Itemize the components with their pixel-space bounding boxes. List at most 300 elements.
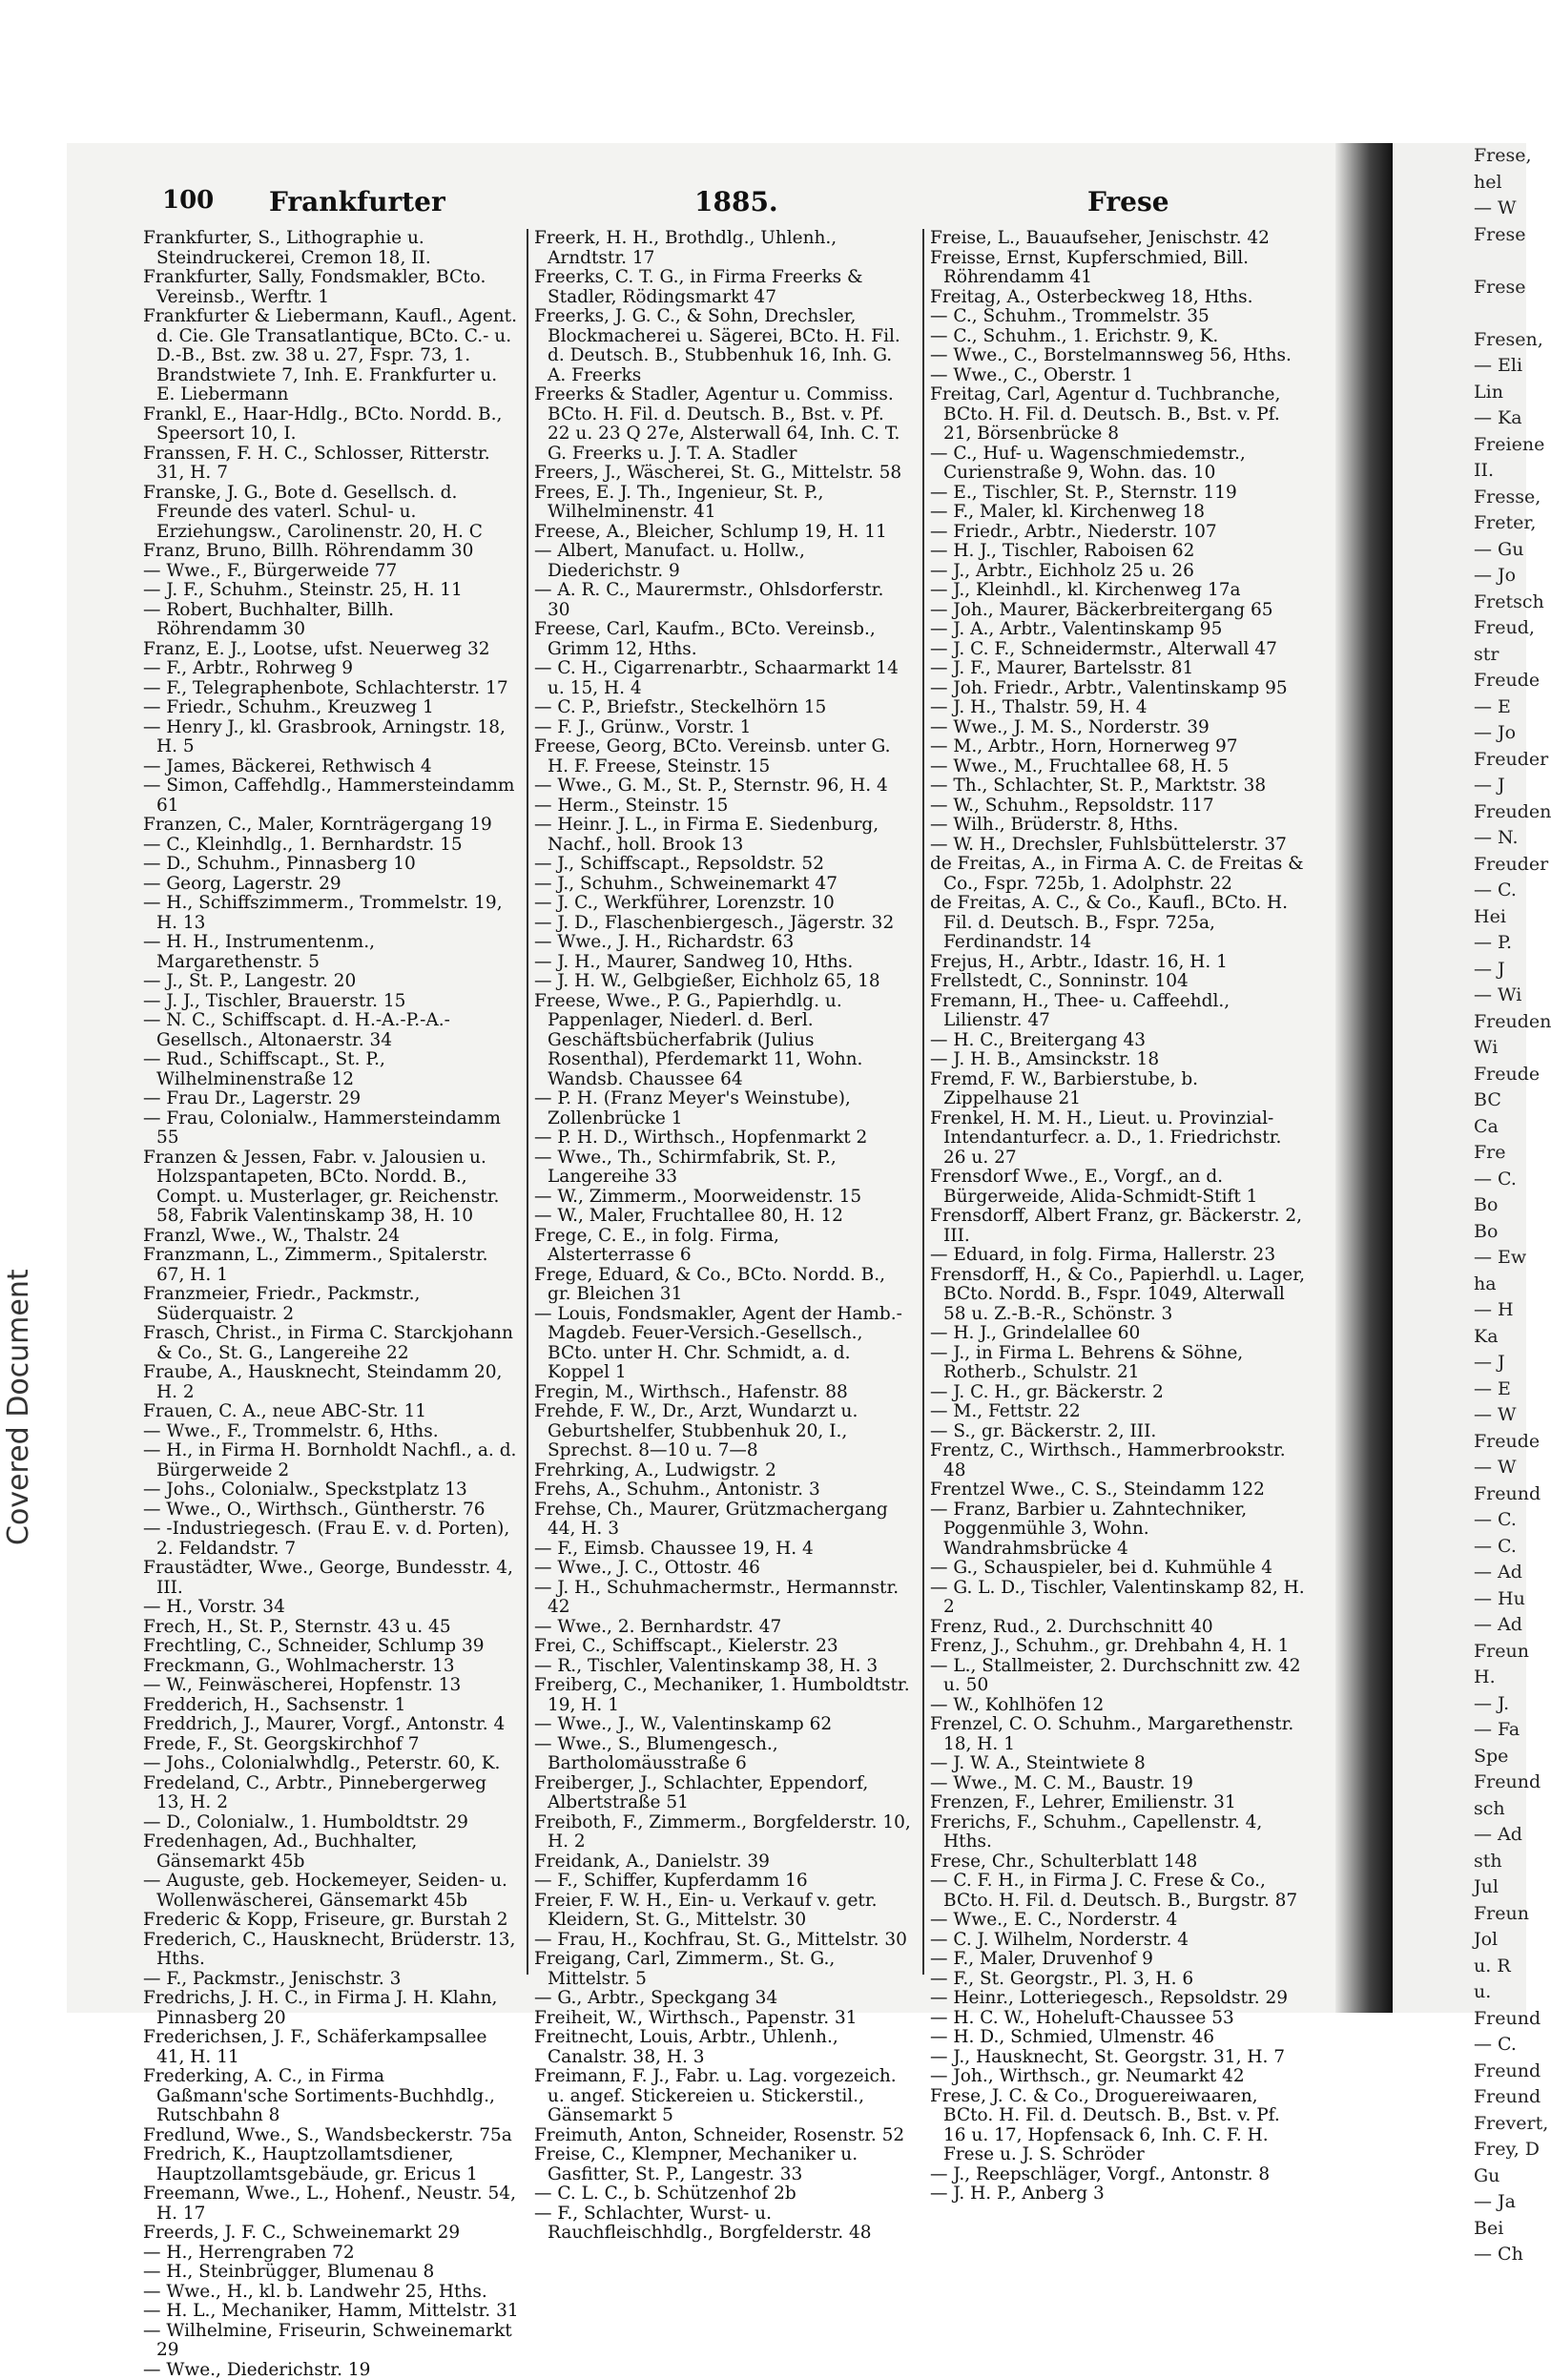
- directory-entry: — H. D., Schmied, Ulmenstr. 46: [930, 2028, 1307, 2048]
- directory-entry: Freddrich, J., Maurer, Vorgf., Antonstr. 4: [143, 1715, 520, 1735]
- directory-entry: Freiheit, W., Wirthsch., Papenstr. 31: [534, 2009, 911, 2029]
- book-spine-shadow: [1335, 143, 1393, 2013]
- directory-entry: Freerks, J. G. C., & Sohn, Drechsler, Blockmacherei u. Sägerei, BCto. H. Fil. d. Deutsch. B., Stubbenhuk 16, Inh. G. A. Freerks: [534, 307, 911, 385]
- facing-page-fragment: — Fa: [1393, 1717, 1526, 1744]
- directory-entry: — J., in Firma L. Behrens & Söhne, Rotherb., Schulstr. 21: [930, 1344, 1307, 1383]
- directory-entry: — C. L. C., b. Schützenhof 2b: [534, 2184, 911, 2204]
- directory-entry: — H., Herrengraben 72: [143, 2244, 520, 2264]
- directory-entry: Frenzen, F., Lehrer, Emilienstr. 31: [930, 1793, 1307, 1813]
- directory-entry: — J., Hausknecht, St. Georgstr. 31, H. 7: [930, 2048, 1307, 2068]
- facing-page-fragment: — Ch: [1393, 2242, 1526, 2268]
- directory-entry: Frede, F., St. Georgskirchhof 7: [143, 1735, 520, 1755]
- directory-entry: — F., Arbtr., Rohrweg 9: [143, 659, 520, 679]
- column-divider: [527, 229, 528, 1975]
- directory-entry: — Wwe., Th., Schirmfabrik, St. P., Langereihe 33: [534, 1149, 911, 1188]
- directory-entry: — Wilh., Brüderstr. 8, Hths.: [930, 816, 1307, 836]
- directory-entry: — J. C. H., gr. Bäckerstr. 2: [930, 1383, 1307, 1403]
- directory-entry: Frankl, E., Haar-Hdlg., BCto. Nordd. B., Speersort 10, I.: [143, 405, 520, 445]
- facing-page-fragment: Freund: [1393, 2059, 1526, 2085]
- directory-entry: — J., Reepschläger, Vorgf., Antonstr. 8: [930, 2165, 1307, 2185]
- directory-entry: Frees, E. J. Th., Ingenieur, St. P., Wilhelminenstr. 41: [534, 484, 911, 523]
- directory-entry: — J. H., Thalstr. 59, H. 4: [930, 698, 1307, 718]
- facing-page-fragment: Ca: [1393, 1114, 1526, 1141]
- directory-entry: Frenz, J., Schuhm., gr. Drehbahn 4, H. 1: [930, 1637, 1307, 1657]
- directory-entry: Freitag, Carl, Agentur d. Tuchbranche, BCto. H. Fil. d. Deutsch. B., Bst. v. Pf. 21, Börsenbrücke 8: [930, 385, 1307, 445]
- directory-entry: — Wwe., C., Borstelmannsweg 56, Hths.: [930, 346, 1307, 366]
- directory-entry: Freese, Wwe., P. G., Papierhdlg. u. Pappenlager, Niederl. d. Berl. Geschäftsbücherfabrik (Julius Rosenthal), Pferdemarkt 11, Wohn. Wandsb. Chaussee 64: [534, 992, 911, 1090]
- facing-page-fragment: Freuder: [1393, 747, 1526, 774]
- facing-page-fragment: Bei: [1393, 2216, 1526, 2243]
- directory-entry: — Th., Schlachter, St. P., Marktstr. 38: [930, 776, 1307, 797]
- directory-entry: — J. F., Maurer, Bartelsstr. 81: [930, 659, 1307, 679]
- facing-page-fragment: — Gu: [1393, 537, 1526, 564]
- directory-entry: — Wwe., F., Bürgerweide 77: [143, 562, 520, 582]
- directory-entry: — Friedr., Schuhm., Kreuzweg 1: [143, 698, 520, 718]
- directory-entry: — H. J., Tischler, Raboisen 62: [930, 542, 1307, 562]
- directory-entry: Freier, F. W. H., Ein- u. Verkauf v. getr. Kleidern, St. G., Mittelstr. 30: [534, 1892, 911, 1931]
- directory-entry: Freerds, J. F. C., Schweinemarkt 29: [143, 2224, 520, 2244]
- facing-page-fragment: Fresen,: [1393, 327, 1526, 354]
- facing-page-fragment: Freund: [1393, 2006, 1526, 2033]
- facing-page-fragment: Freuder: [1393, 852, 1526, 879]
- facing-page-fragment: Freude: [1393, 1429, 1526, 1456]
- directory-entry: Freisse, Ernst, Kupferschmied, Bill. Röhrendamm 41: [930, 249, 1307, 288]
- directory-entry: — R., Tischler, Valentinskamp 38, H. 3: [534, 1657, 911, 1677]
- facing-page-fragment: [1393, 300, 1526, 327]
- facing-page-fragment: — N.: [1393, 825, 1526, 852]
- directory-entry: — J. H., Maurer, Sandweg 10, Hths.: [534, 953, 911, 973]
- facing-page-fragment: — C.: [1393, 1534, 1526, 1561]
- directory-entry: — Wwe., M. C. M., Baustr. 19: [930, 1774, 1307, 1794]
- directory-entry: — J. H. B., Amsinckstr. 18: [930, 1050, 1307, 1070]
- directory-entry: Frerichs, F., Schuhm., Capellenstr. 4, Hths.: [930, 1813, 1307, 1852]
- directory-entry: Freise, L., Bauaufseher, Jenischstr. 42: [930, 229, 1307, 249]
- directory-entry: Franzmeier, Friedr., Packmstr., Süderquaistr. 2: [143, 1285, 520, 1324]
- directory-entry: Fredrichs, J. H. C., in Firma J. H. Klahn, Pinnasberg 20: [143, 1989, 520, 2028]
- facing-page-fragment: — C.: [1393, 1507, 1526, 1534]
- facing-page-fragment: — Wi: [1393, 983, 1526, 1009]
- facing-page-fragment: Freun: [1393, 1639, 1526, 1666]
- directory-entry: Frehde, F. W., Dr., Arzt, Wundarzt u. Geburtshelfer, Stubbenhuk 20, I., Sprechst. 8—10 u. 7—8: [534, 1402, 911, 1461]
- directory-entry: Frasch, Christ., in Firma C. Starckjohann & Co., St. G., Langereihe 22: [143, 1324, 520, 1363]
- facing-page-fragment: Jul: [1393, 1874, 1526, 1901]
- directory-entry: Freitnecht, Louis, Arbtr., Uhlenh., Canalstr. 38, H. 3: [534, 2028, 911, 2067]
- directory-entry: — W., Kohlhöfen 12: [930, 1696, 1307, 1716]
- facing-page-fragment: — C.: [1393, 1167, 1526, 1193]
- facing-page-fragment: — Ad: [1393, 1560, 1526, 1586]
- directory-entry: — Joh., Maurer, Bäckerbreitergang 65: [930, 601, 1307, 621]
- directory-entry: — F., St. Georgstr., Pl. 3, H. 6: [930, 1970, 1307, 1990]
- directory-entry: Frei, C., Schiffscapt., Kielerstr. 23: [534, 1637, 911, 1657]
- facing-page-fragment: Ka: [1393, 1324, 1526, 1351]
- directory-entry: — C. J. Wilhelm, Norderstr. 4: [930, 1931, 1307, 1951]
- facing-page-fragment: — J: [1393, 773, 1526, 799]
- directory-entry: Fremd, F. W., Barbierstube, b. Zippelhause 21: [930, 1070, 1307, 1109]
- directory-entry: — W., Schuhm., Repsoldstr. 117: [930, 797, 1307, 817]
- column-divider: [922, 229, 924, 1975]
- facing-page-fragment: — Ja: [1393, 2189, 1526, 2216]
- facing-page-fragment: u. R: [1393, 1954, 1526, 1980]
- directory-entry: Freemann, Wwe., L., Hohenf., Neustr. 54, H. 17: [143, 2184, 520, 2224]
- directory-entry: — Wwe., Diederichstr. 19: [143, 2361, 520, 2380]
- directory-entry: Frege, Eduard, & Co., BCto. Nordd. B., gr. Bleichen 31: [534, 1266, 911, 1305]
- facing-page-fragment: — W: [1393, 196, 1526, 222]
- facing-page-fragment: Lin: [1393, 380, 1526, 406]
- directory-entry: Freese, Carl, Kaufm., BCto. Vereinsb., Grimm 12, Hths.: [534, 620, 911, 659]
- directory-entry: Freerk, H. H., Brothdlg., Uhlenh., Arndtstr. 17: [534, 229, 911, 268]
- facing-page-fragment: — P.: [1393, 930, 1526, 957]
- directory-entry: Fredrich, K., Hauptzollamtsdiener, Hauptzollamtsgebäude, gr. Ericus 1: [143, 2145, 520, 2184]
- directory-entry: Frege, C. E., in folg. Firma, Alsterterrasse 6: [534, 1227, 911, 1266]
- directory-entry: Frentzel Wwe., C. S., Steindamm 122: [930, 1480, 1307, 1500]
- directory-entry: — J. H. P., Anberg 3: [930, 2184, 1307, 2204]
- directory-entry: — H. J., Grindelallee 60: [930, 1324, 1307, 1344]
- directory-entry: — J. F., Schuhm., Steinstr. 25, H. 11: [143, 581, 520, 601]
- facing-page-fragment: — Ka: [1393, 405, 1526, 432]
- facing-page-fragment: u.: [1393, 1979, 1526, 2006]
- directory-entry: Fremann, H., Thee- u. Caffeehdl., Lilienstr. 47: [930, 992, 1307, 1031]
- directory-entry: — H., Vorstr. 34: [143, 1598, 520, 1618]
- directory-entry: Frensdorff, Albert Franz, gr. Bäckerstr. 2, III.: [930, 1207, 1307, 1246]
- directory-entry: Franz, E. J., Lootse, ufst. Neuerweg 32: [143, 640, 520, 660]
- directory-entry: — P. H. D., Wirthsch., Hopfenmarkt 2: [534, 1128, 911, 1149]
- directory-entry: — J. D., Flaschenbiergesch., Jägerstr. 32: [534, 914, 911, 934]
- facing-page-fragment: — C.: [1393, 878, 1526, 904]
- facing-page-fragment: — Eli: [1393, 353, 1526, 380]
- directory-entry: — Simon, Caffehdlg., Hammersteindamm 61: [143, 776, 520, 816]
- directory-entry: — Johs., Colonialwhdlg., Peterstr. 60, K.: [143, 1754, 520, 1774]
- directory-entry: — J. J., Tischler, Brauerstr. 15: [143, 992, 520, 1012]
- facing-page-fragment: Freude: [1393, 1062, 1526, 1088]
- facing-page-fragment: Frey, D: [1393, 2137, 1526, 2163]
- directory-entry: — Johs., Colonialw., Speckstplatz 13: [143, 1480, 520, 1500]
- directory-entry: — W., Feinwäscherei, Hopfenstr. 13: [143, 1676, 520, 1696]
- directory-entry: — G. L. D., Tischler, Valentinskamp 82, H. 2: [930, 1579, 1307, 1618]
- directory-entry: — Franz, Barbier u. Zahntechniker, Poggenmühle 3, Wohn. Wandrahmsbrücke 4: [930, 1500, 1307, 1560]
- directory-entry: Franssen, F. H. C., Schlosser, Ritterstr. 31, H. 7: [143, 445, 520, 484]
- facing-page-fragment: — J.: [1393, 1691, 1526, 1718]
- directory-entry: Freiberg, C., Mechaniker, 1. Humboldtstr. 19, H. 1: [534, 1676, 911, 1715]
- header-left-word: Frankfurter: [269, 186, 445, 217]
- directory-entry: Freitag, A., Osterbeckweg 18, Hths.: [930, 288, 1307, 308]
- facing-page-fragment: — Jo: [1393, 720, 1526, 747]
- directory-entry: Freiberger, J., Schlachter, Eppendorf, Albertstraße 51: [534, 1774, 911, 1813]
- directory-entry: — J. W. A., Steintwiete 8: [930, 1754, 1307, 1774]
- facing-page-fragment: Freter,: [1393, 510, 1526, 537]
- directory-entry: Fredeland, C., Arbtr., Pinnebergerweg 13, H. 2: [143, 1774, 520, 1813]
- facing-page-fragment: Bo: [1393, 1219, 1526, 1246]
- directory-entry: — J., Kleinhdl., kl. Kirchenweg 17a: [930, 581, 1307, 601]
- facing-page-fragment: H.: [1393, 1665, 1526, 1691]
- directory-entry: — S., gr. Bäckerstr. 2, III.: [930, 1422, 1307, 1442]
- directory-entry: — Wwe., 2. Bernhardstr. 47: [534, 1618, 911, 1638]
- directory-column-3: [930, 229, 1307, 1984]
- directory-entry: Fraube, A., Hausknecht, Steindamm 20, H. 2: [143, 1363, 520, 1402]
- directory-entry: — Frau, Colonialw., Hammersteindamm 55: [143, 1109, 520, 1149]
- directory-entry: — J., Schuhm., Schweinemarkt 47: [534, 875, 911, 895]
- directory-entry: — F., Packmstr., Jenischstr. 3: [143, 1970, 520, 1990]
- directory-entry: Freckmann, G., Wohlmacherstr. 13: [143, 1657, 520, 1677]
- directory-entry: — E., Tischler, St. P., Sternstr. 119: [930, 484, 1307, 504]
- directory-entry: — D., Colonialw., 1. Humboldtstr. 29: [143, 1813, 520, 1833]
- facing-page-fragment: hel: [1393, 170, 1526, 197]
- facing-page-fragment: — Ew: [1393, 1245, 1526, 1272]
- facing-page-fragment: — W: [1393, 1455, 1526, 1481]
- facing-page-fragment: — H: [1393, 1297, 1526, 1324]
- directory-entry: Franzmann, L., Zimmerm., Spitalerstr. 67, H. 1: [143, 1246, 520, 1285]
- directory-entry: Franz, Bruno, Billh. Röhrendamm 30: [143, 542, 520, 562]
- facing-page-fragment: — C.: [1393, 2032, 1526, 2059]
- facing-page-fragment: Frese: [1393, 275, 1526, 301]
- facing-page-fragment: Freun: [1393, 1901, 1526, 1928]
- header-right-word: Frese: [1087, 186, 1169, 217]
- side-watermark-text: Covered Document: [2, 1269, 35, 1545]
- facing-page-fragment: — J: [1393, 1350, 1526, 1376]
- directory-entry: — Robert, Buchhalter, Billh. Röhrendamm 30: [143, 601, 520, 640]
- directory-entry: Frensdorf Wwe., E., Vorgf., an d. Bürgerweide, Alida-Schmidt-Stift 1: [930, 1168, 1307, 1207]
- directory-entry: — C. H., Cigarrenarbtr., Schaarmarkt 14 u. 15, H. 4: [534, 659, 911, 698]
- facing-page-fragment: Freund: [1393, 1769, 1526, 1796]
- facing-page-fragment: Fretsch: [1393, 590, 1526, 616]
- directory-entry: Franske, J. G., Bote d. Gesellsch. d. Freunde des vaterl. Schul- u. Erziehungsw., Carolinenstr. 20, H. C: [143, 484, 520, 543]
- facing-page-fragment: — E: [1393, 1376, 1526, 1403]
- facing-page-fragment: — E: [1393, 694, 1526, 721]
- directory-entry: Franzen & Jessen, Fabr. v. Jalousien u. Holzspantapeten, BCto. Nordd. B., Compt. u. Musterlager, gr. Reichenstr. 58, Fabrik Valentinskamp 38, H. 10: [143, 1149, 520, 1227]
- directory-entry: Frenkel, H. M. H., Lieut. u. Provinzial-Intendanturfecr. a. D., 1. Friedrichstr. 26 u. 27: [930, 1109, 1307, 1169]
- directory-entry: — Rud., Schiffscapt., St. P., Wilhelminenstraße 12: [143, 1050, 520, 1089]
- directory-entry: Freese, Georg, BCto. Vereinsb. unter G. H. F. Freese, Steinstr. 15: [534, 737, 911, 776]
- directory-entry: Frankfurter, Sally, Fondsmakler, BCto. Vereinsb., Werftr. 1: [143, 268, 520, 307]
- facing-page-fragment: Freuden: [1393, 799, 1526, 826]
- facing-page-fragment: BC: [1393, 1087, 1526, 1114]
- directory-entry: Frenzel, C. O. Schuhm., Margarethenstr. 18, H. 1: [930, 1715, 1307, 1754]
- directory-entry: Freise, C., Klempner, Mechaniker u. Gasfitter, St. P., Langestr. 33: [534, 2145, 911, 2184]
- directory-column-1: [143, 229, 520, 1984]
- directory-entry: — James, Bäckerei, Rethwisch 4: [143, 757, 520, 777]
- facing-page-fragment: str: [1393, 642, 1526, 669]
- directory-entry: — J. A., Arbtr., Valentinskamp 95: [930, 620, 1307, 640]
- directory-entry: — N. C., Schiffscapt. d. H.-A.-P.-A.-Gesellsch., Altonaerstr. 34: [143, 1011, 520, 1050]
- directory-entry: Franzen, C., Maler, Kornträgergang 19: [143, 816, 520, 836]
- directory-entry: — C., Huf- u. Wagenschmiedemstr., Curienstraße 9, Wohn. das. 10: [930, 445, 1307, 484]
- directory-entry: — Wwe., J., W., Valentinskamp 62: [534, 1715, 911, 1735]
- directory-entry: de Freitas, A. C., & Co., Kaufl., BCto. H. Fil. d. Deutsch. B., Fspr. 725a, Ferdinandstr. 14: [930, 894, 1307, 953]
- facing-page-fragment: Gu: [1393, 2163, 1526, 2190]
- directory-entry: — W. H., Drechsler, Fuhlsbüttelerstr. 37: [930, 836, 1307, 856]
- directory-entry: Frankfurter, S., Lithographie u. Steindruckerei, Cremon 18, II.: [143, 229, 520, 268]
- directory-entry: — Auguste, geb. Hockemeyer, Seiden- u. Wollenwäscherei, Gänsemarkt 45b: [143, 1872, 520, 1911]
- directory-entry: — Herm., Steinstr. 15: [534, 797, 911, 817]
- directory-entry: — Wwe., O., Wirthsch., Güntherstr. 76: [143, 1500, 520, 1521]
- facing-page-fragment: Fresse,: [1393, 485, 1526, 511]
- facing-page-fragment: Freiene: [1393, 432, 1526, 459]
- directory-entry: — Wilhelmine, Friseurin, Schweinemarkt 29: [143, 2322, 520, 2361]
- directory-entry: — Wwe., J. H., Richardstr. 63: [534, 933, 911, 953]
- directory-entry: — M., Fettstr. 22: [930, 1402, 1307, 1422]
- directory-entry: Frederichsen, J. F., Schäferkampsallee 41, H. 11: [143, 2028, 520, 2067]
- directory-entry: Fredlund, Wwe., S., Wandsbeckerstr. 75a: [143, 2126, 520, 2146]
- directory-entry: — J. H. W., Gelbgießer, Eichholz 65, 18: [534, 972, 911, 992]
- directory-entry: Freerks, C. T. G., in Firma Freerks & Stadler, Rödingsmarkt 47: [534, 268, 911, 307]
- facing-page-fragment: Frevert,: [1393, 2111, 1526, 2138]
- directory-entry: — F., Maler, Druvenhof 9: [930, 1950, 1307, 1970]
- directory-entry: Freese, A., Bleicher, Schlump 19, H. 11: [534, 523, 911, 543]
- directory-entry: Frese, J. C. & Co., Droguereiwaaren, BCto. H. Fil. d. Deutsch. B., Bst. v. Pf. 16 u. 17, Hopfensack 6, Inh. C. F. H. Frese u. J. S. Schröder: [930, 2087, 1307, 2165]
- facing-page-fragment: Freund: [1393, 1481, 1526, 1508]
- directory-entry: — Wwe., J. M. S., Norderstr. 39: [930, 718, 1307, 738]
- directory-entry: Frehs, A., Schuhm., Antonistr. 3: [534, 1480, 911, 1500]
- facing-page-fragment: Freud,: [1393, 615, 1526, 642]
- directory-entry: — W., Maler, Fruchtallee 80, H. 12: [534, 1207, 911, 1227]
- directory-entry: — Wwe., J. C., Ottostr. 46: [534, 1559, 911, 1579]
- facing-page-fragment: — Ad: [1393, 1612, 1526, 1639]
- page-number: 100: [162, 186, 214, 215]
- side-watermark: [0, 1030, 32, 1564]
- directory-entry: Fredenhagen, Ad., Buchhalter, Gänsemarkt 45b: [143, 1832, 520, 1872]
- directory-entry: — Wwe., M., Fruchtallee 68, H. 5: [930, 757, 1307, 777]
- facing-page-fragment: sth: [1393, 1849, 1526, 1875]
- directory-entry: — M., Arbtr., Horn, Hornerweg 97: [930, 737, 1307, 757]
- directory-entry: — Wwe., F., Trommelstr. 6, Hths.: [143, 1422, 520, 1442]
- directory-column-2: [534, 229, 911, 1984]
- facing-page-fragment: Frese,: [1393, 143, 1526, 170]
- directory-entry: — Wwe., H., kl. b. Landwehr 25, Hths.: [143, 2283, 520, 2303]
- directory-entry: — A. R. C., Maurermstr., Ohlsdorferstr. 30: [534, 581, 911, 620]
- directory-entry: — F., Eimsb. Chaussee 19, H. 4: [534, 1540, 911, 1560]
- directory-entry: — F. J., Grünw., Vorstr. 1: [534, 718, 911, 738]
- directory-entry: Frellstedt, C., Sonninstr. 104: [930, 972, 1307, 992]
- directory-entry: Fredderich, H., Sachsenstr. 1: [143, 1696, 520, 1716]
- directory-entry: — Louis, Fondsmakler, Agent der Hamb.-Magdeb. Feuer-Versich.-Gesellsch., BCto. unter H. Chr. Schmidt, a. d. Koppel 1: [534, 1305, 911, 1383]
- directory-entry: — Heinr., Lotteriegesch., Repsoldstr. 29: [930, 1989, 1307, 2009]
- directory-entry: Freidank, A., Danielstr. 39: [534, 1852, 911, 1873]
- directory-entry: — Joh., Wirthsch., gr. Neumarkt 42: [930, 2067, 1307, 2087]
- facing-page-fragment: ha: [1393, 1272, 1526, 1298]
- directory-entry: — H. L., Mechaniker, Hamm, Mittelstr. 31: [143, 2302, 520, 2322]
- directory-entry: — C., Kleinhdlg., 1. Bernhardstr. 15: [143, 836, 520, 856]
- directory-entry: Freers, J., Wäscherei, St. G., Mittelstr. 58: [534, 464, 911, 484]
- directory-entry: — W., Zimmerm., Moorweidenstr. 15: [534, 1188, 911, 1208]
- facing-page-fragment: Freude: [1393, 668, 1526, 694]
- directory-entry: Frederic & Kopp, Friseure, gr. Burstah 2: [143, 1911, 520, 1931]
- facing-page-fragment: Wi: [1393, 1035, 1526, 1062]
- directory-entry: Frentz, C., Wirthsch., Hammerbrookstr. 48: [930, 1441, 1307, 1480]
- directory-entry: Freiboth, F., Zimmerm., Borgfelderstr. 10, H. 2: [534, 1813, 911, 1852]
- directory-entry: — C., Schuhm., Trommelstr. 35: [930, 307, 1307, 327]
- directory-entry: — Joh. Friedr., Arbtr., Valentinskamp 95: [930, 679, 1307, 699]
- directory-entry: Frederking, A. C., in Firma Gaßmann'sche Sortiments-Buchhdlg., Rutschbahn 8: [143, 2067, 520, 2126]
- facing-page-fragment: — Ad: [1393, 1822, 1526, 1849]
- directory-entry: — H. H., Instrumentenm., Margarethenstr. 5: [143, 933, 520, 972]
- directory-entry: — J., St. P., Langestr. 20: [143, 972, 520, 992]
- directory-entry: Frenz, Rud., 2. Durchschnitt 40: [930, 1618, 1307, 1638]
- directory-entry: Frederich, C., Hausknecht, Brüderstr. 13, Hths.: [143, 1931, 520, 1970]
- directory-entry: — G., Arbtr., Speckgang 34: [534, 1989, 911, 2009]
- facing-page-fragment: — J: [1393, 957, 1526, 983]
- directory-entry: — Frau, H., Kochfrau, St. G., Mittelstr. 30: [534, 1931, 911, 1951]
- directory-entry: — Heinr. J. L., in Firma E. Siedenburg, Nachf., holl. Brook 13: [534, 816, 911, 855]
- directory-entry: — C. F. H., in Firma J. C. Frese & Co., BCto. H. Fil. d. Deutsch. B., Burgstr. 87: [930, 1872, 1307, 1911]
- directory-entry: — H., Steinbrügger, Blumenau 8: [143, 2263, 520, 2283]
- facing-page-fragment: Bo: [1393, 1192, 1526, 1219]
- directory-entry: — H., in Firma H. Bornholdt Nachfl., a. d. Bürgerweide 2: [143, 1441, 520, 1480]
- directory-entry: Freigang, Carl, Zimmerm., St. G., Mittelstr. 5: [534, 1950, 911, 1989]
- directory-entry: Frejus, H., Arbtr., Idastr. 16, H. 1: [930, 953, 1307, 973]
- directory-entry: — F., Maler, kl. Kirchenweg 18: [930, 503, 1307, 523]
- facing-page-fragment: Freuden: [1393, 1009, 1526, 1036]
- facing-page-fragment: — Hu: [1393, 1586, 1526, 1613]
- directory-entry: — J., Arbtr., Eichholz 25 u. 26: [930, 562, 1307, 582]
- directory-entry: Frehse, Ch., Maurer, Grützmachergang 44, H. 3: [534, 1500, 911, 1540]
- directory-entry: de Freitas, A., in Firma A. C. de Freitas & Co., Fspr. 725b, 1. Adolphstr. 22: [930, 855, 1307, 894]
- directory-entry: — J. C., Werkführer, Lorenzstr. 10: [534, 894, 911, 914]
- directory-entry: — -Industriegesch. (Frau E. v. d. Porten), 2. Feldandstr. 7: [143, 1520, 520, 1559]
- directory-entry: Frensdorff, H., & Co., Papierhdl. u. Lager, BCto. Nordd. B., Fspr. 1049, Alterwall 58 u. Z.-B.-R., Schönstr. 3: [930, 1266, 1307, 1325]
- facing-page-strip: [1393, 143, 1526, 2013]
- directory-entry: Frehrking, A., Ludwigstr. 2: [534, 1461, 911, 1481]
- directory-entry: — C. P., Briefstr., Steckelhörn 15: [534, 698, 911, 718]
- directory-entry: — Frau Dr., Lagerstr. 29: [143, 1089, 520, 1109]
- directory-entry: — G., Schauspieler, bei d. Kuhmühle 4: [930, 1559, 1307, 1579]
- directory-entry: Fregin, M., Wirthsch., Hafenstr. 88: [534, 1383, 911, 1403]
- directory-entry: — Eduard, in folg. Firma, Hallerstr. 23: [930, 1246, 1307, 1266]
- directory-entry: Frankfurter & Liebermann, Kaufl., Agent. d. Cie. Gle Transatlantique, BCto. C.- u. D.-B., Bst. zw. 38 u. 27, Fspr. 73, 1. Brandstwiete 7, Inh. E. Frankfurter u. E. Liebermann: [143, 307, 520, 405]
- directory-entry: — C., Schuhm., 1. Erichstr. 9, K.: [930, 327, 1307, 347]
- directory-entry: — Wwe., S., Blumengesch., Bartholomäusstraße 6: [534, 1735, 911, 1774]
- directory-entry: Frese, Chr., Schulterblatt 148: [930, 1852, 1307, 1873]
- directory-entry: — H. C., Breitergang 43: [930, 1031, 1307, 1051]
- header-year: 1885.: [694, 186, 778, 217]
- facing-page-fragment: sch: [1393, 1796, 1526, 1823]
- directory-entry: — H., Schiffszimmerm., Trommelstr. 19, H. 13: [143, 894, 520, 933]
- facing-page-fragment: — Jo: [1393, 563, 1526, 590]
- directory-entry: — J. C. F., Schneidermstr., Alterwall 47: [930, 640, 1307, 660]
- directory-entry: — F., Schlachter, Wurst- u. Rauchfleischhdlg., Borgfelderstr. 48: [534, 2204, 911, 2244]
- directory-entry: — L., Stallmeister, 2. Durchschnitt zw. 42 u. 50: [930, 1657, 1307, 1696]
- directory-entry: — Wwe., G. M., St. P., Sternstr. 96, H. 4: [534, 776, 911, 797]
- directory-entry: Freimuth, Anton, Schneider, Rosenstr. 52: [534, 2126, 911, 2146]
- directory-entry: — Albert, Manufact. u. Hollw., Diederichstr. 9: [534, 542, 911, 581]
- directory-entry: — F., Schiffer, Kupferdamm 16: [534, 1872, 911, 1892]
- directory-entry: — D., Schuhm., Pinnasberg 10: [143, 855, 520, 875]
- facing-page-fragment: Spe: [1393, 1744, 1526, 1770]
- facing-page-fragment: II.: [1393, 458, 1526, 485]
- directory-entry: — Wwe., C., Oberstr. 1: [930, 366, 1307, 386]
- directory-entry: — Wwe., E. C., Norderstr. 4: [930, 1911, 1307, 1931]
- directory-entry: Freimann, F. J., Fabr. u. Lag. vorgezeich. u. angef. Stickereien u. Stickerstil., Gänsemarkt 5: [534, 2067, 911, 2126]
- directory-entry: Frechtling, C., Schneider, Schlump 39: [143, 1637, 520, 1657]
- directory-entry: — Henry J., kl. Grasbrook, Arningstr. 18, H. 5: [143, 718, 520, 757]
- directory-entry: — P. H. (Franz Meyer's Weinstube), Zollenbrücke 1: [534, 1089, 911, 1128]
- facing-page-fragment: Hei: [1393, 904, 1526, 931]
- directory-entry: Frauen, C. A., neue ABC-Str. 11: [143, 1402, 520, 1422]
- facing-page-fragment: [1393, 248, 1526, 275]
- facing-page-fragment: Jol: [1393, 1927, 1526, 1954]
- directory-entry: — F., Telegraphenbote, Schlachterstr. 17: [143, 679, 520, 699]
- directory-entry: — J., Schiffscapt., Repsoldstr. 52: [534, 855, 911, 875]
- facing-page-fragment: Fre: [1393, 1140, 1526, 1167]
- directory-entry: — Friedr., Arbtr., Niederstr. 107: [930, 523, 1307, 543]
- directory-entry: Frech, H., St. P., Sternstr. 43 u. 45: [143, 1618, 520, 1638]
- directory-entry: Freerks & Stadler, Agentur u. Commiss. BCto. H. Fil. d. Deutsch. B., Bst. v. Pf. 22 u. 23 Q 27e, Alsterwall 64, Inh. C. T. G. Freerks u. J. T. A. Stadler: [534, 385, 911, 464]
- facing-page-fragment: Frese: [1393, 222, 1526, 249]
- directory-entry: — J. H., Schuhmachermstr., Hermannstr. 42: [534, 1579, 911, 1618]
- page-header: [162, 186, 1335, 220]
- facing-page-fragment: — W: [1393, 1402, 1526, 1429]
- directory-entry: — H. C. W., Hoheluft-Chaussee 53: [930, 2009, 1307, 2029]
- directory-entry: Fraustädter, Wwe., George, Bundesstr. 4, III.: [143, 1559, 520, 1598]
- directory-entry: Franzl, Wwe., W., Thalstr. 24: [143, 1227, 520, 1247]
